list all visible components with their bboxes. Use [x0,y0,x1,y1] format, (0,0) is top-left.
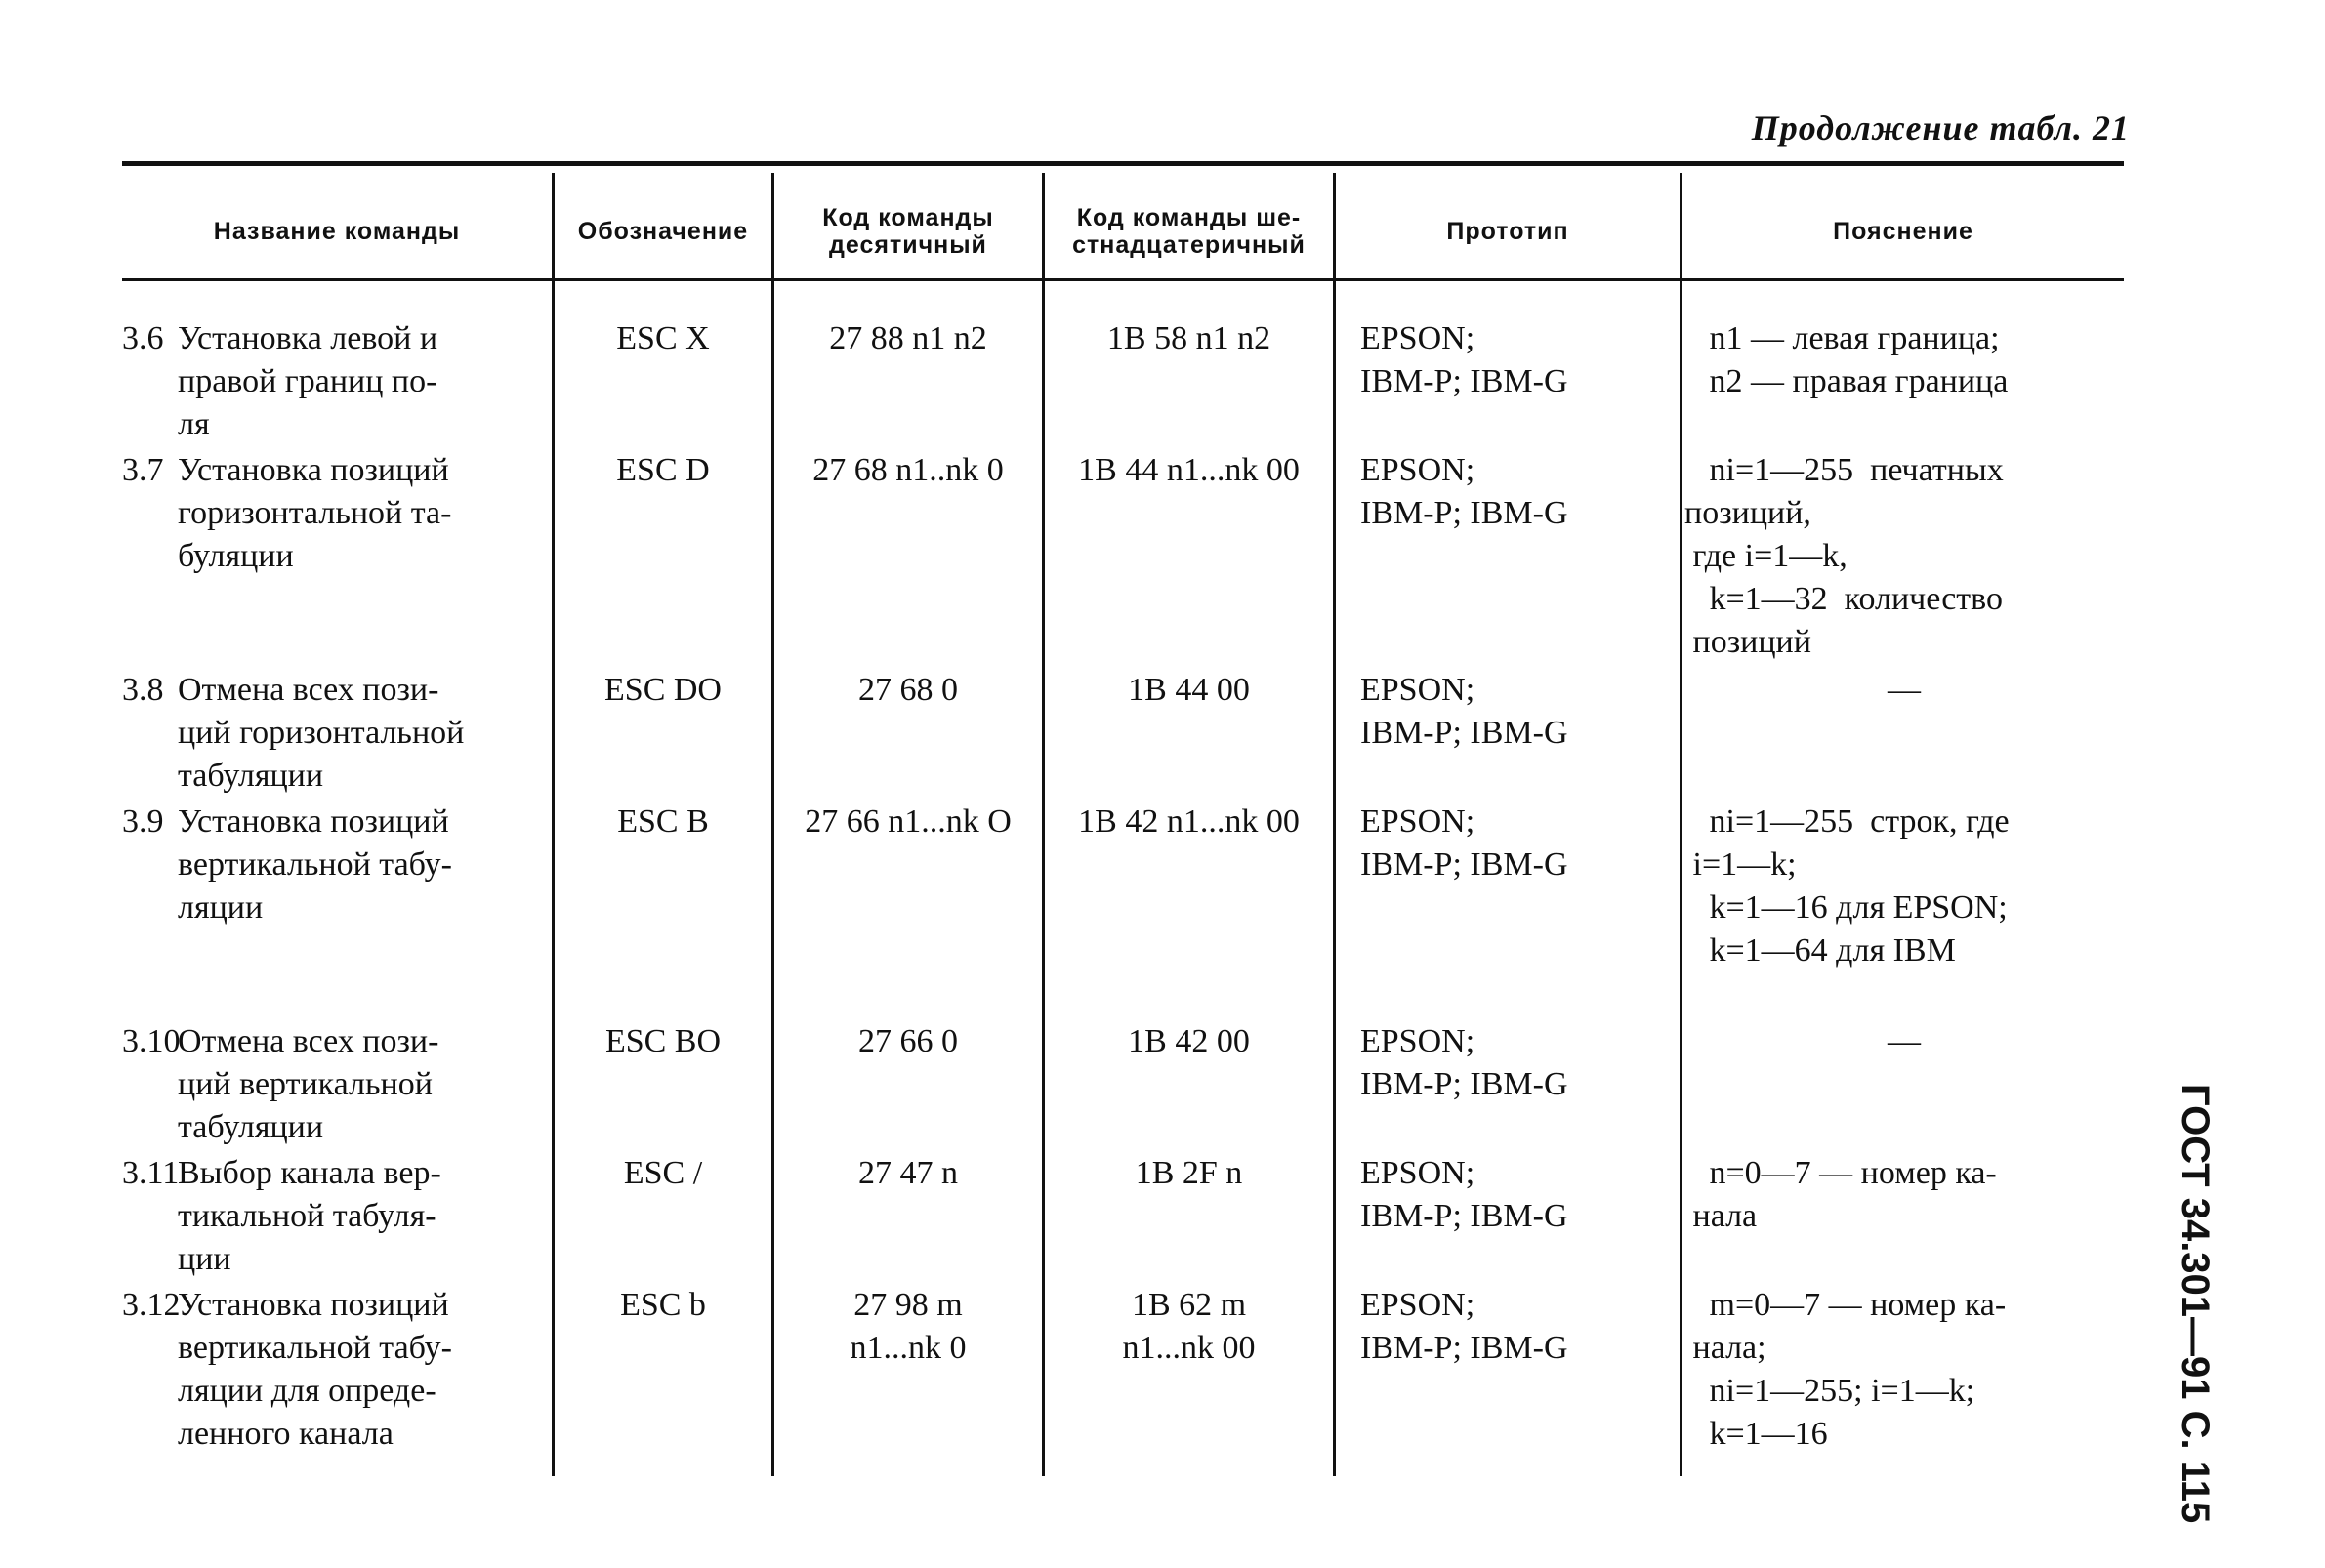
cell-line: Отмена всех пози- [178,1023,439,1059]
header-hex-line: Код команды ше- [1076,204,1302,231]
cell-designation: ESC D [616,452,710,488]
cell-expl [1684,449,2124,664]
cell-designation: ESC B [617,804,709,840]
cell-line: Установка позиций [178,1287,449,1323]
cell-dec [774,449,1042,492]
cell-dec [774,1284,1042,1370]
cell-hex [1045,669,1333,712]
page-side-label: ГОСТ 34.301—91 С. 115 [2174,1084,2217,1524]
command-table [122,161,2124,1489]
cell-line: 1B 62 m [1131,1287,1247,1323]
cell-expl [1684,317,2124,403]
cell-line: IBM-P; IBM-G [1360,846,1568,883]
column-divider [1680,173,1682,1476]
cell-num: 3.11 [122,1155,180,1191]
cell-line: — [1888,672,1921,708]
header-name: Название команды [213,217,461,245]
cell-line: k=1—16 [1684,1416,1828,1452]
cell-line: EPSON; [1360,804,1475,840]
cell-num: 3.9 [122,804,164,840]
cell-line: Установка позиций [178,452,449,488]
table-top-rule [122,161,2124,166]
cell-line: буляции [178,538,294,574]
cell-line: n1...nk 00 [1122,1330,1256,1366]
header-dec-code [774,190,1042,273]
table-header-rule [122,278,2124,281]
cell-line: Выбор канала вер- [178,1155,441,1191]
cell-line: EPSON; [1360,1287,1475,1323]
cell-line: EPSON; [1360,1155,1475,1191]
cell-expl [1684,801,2124,972]
cell-line: k=1—64 для IBM [1684,932,1956,969]
cell-line: ций вертикальной [178,1066,433,1102]
cell-line: i=1—k; [1684,846,1797,883]
cell-name [178,449,549,578]
cell-line: EPSON; [1360,672,1475,708]
cell-name [178,1020,549,1149]
cell-line: 27 68 n1..nk 0 [812,452,1004,488]
cell-designation: ESC DO [604,672,722,708]
cell-line: ni=1—255 печатных [1684,452,2004,488]
cell-line: нала [1684,1198,1758,1234]
cell-line: вертикальной табу- [178,846,452,883]
cell-line: позиций [1684,624,1811,660]
cell-line: нала; [1684,1330,1766,1366]
cell-hex [1045,1020,1333,1063]
cell-line: тикальной табуля- [178,1198,436,1234]
cell-dec [774,1152,1042,1195]
cell-expl [1684,669,2124,712]
cell-proto [1360,1284,1673,1370]
cell-line: n2 — правая граница [1684,363,2009,399]
continuation-caption: Продолжение табл. 21 [1751,108,2130,147]
cell-hex [1045,1152,1333,1195]
cell-line: табуляции [178,1109,324,1145]
cell-line: ленного канала [178,1416,394,1452]
cell-num: 3.6 [122,320,164,356]
cell-name [178,669,549,798]
cell-line: n1 — левая граница; [1684,320,2000,356]
header-designation: Обозначение [577,217,749,245]
header-hex-code [1045,190,1333,273]
cell-line: Установка левой и [178,320,438,356]
cell-proto [1360,801,1673,887]
cell-line: 1B 58 n1 n2 [1106,320,1271,356]
cell-line: 1B 44 n1...nk 00 [1078,452,1300,488]
cell-expl [1684,1152,2124,1238]
cell-line: 27 68 0 [858,672,958,708]
cell-line: 1B 2F n [1135,1155,1243,1191]
cell-line: 27 98 m [853,1287,963,1323]
cell-hex [1045,801,1333,844]
cell-line: ляции [178,889,264,926]
cell-line: n1...nk 0 [850,1330,967,1366]
cell-line: n=0—7 — номер ка- [1684,1155,1997,1191]
cell-line: IBM-P; IBM-G [1360,1330,1568,1366]
cell-proto [1360,1152,1673,1238]
cell-designation: ESC b [620,1287,706,1323]
cell-line: k=1—16 для EPSON; [1684,889,2008,926]
cell-line: ni=1—255 строк, где [1684,804,2010,840]
cell-num: 3.8 [122,672,164,708]
header-hex-line: стнадцатеричный [1072,230,1306,259]
cell-hex [1045,317,1333,360]
cell-line: горизонтальной та- [178,495,452,531]
cell-line: вертикальной табу- [178,1330,452,1366]
cell-designation: ESC / [623,1155,703,1191]
cell-name [178,1152,549,1281]
cell-line: Установка позиций [178,804,449,840]
cell-dec [774,801,1042,844]
header-explanation: Пояснение [1833,217,1973,245]
cell-line: позиций, [1684,495,1811,531]
cell-dec [774,669,1042,712]
cell-line: IBM-P; IBM-G [1360,495,1568,531]
cell-name [178,317,549,446]
cell-line: табуляции [178,758,324,794]
cell-designation: ESC X [616,320,710,356]
cell-line: IBM-P; IBM-G [1360,1066,1568,1102]
header-dec-line: десятичный [829,230,987,259]
cell-proto [1360,317,1673,403]
cell-designation: ESC BO [604,1023,722,1059]
cell-proto [1360,669,1673,755]
cell-line: ляции для опреде- [178,1373,436,1409]
cell-hex [1045,449,1333,492]
cell-line: — [1888,1023,1921,1059]
cell-dec [774,1020,1042,1063]
cell-line: IBM-P; IBM-G [1360,363,1568,399]
cell-line: IBM-P; IBM-G [1360,1198,1568,1234]
cell-line: EPSON; [1360,1023,1475,1059]
cell-proto [1360,449,1673,535]
cell-num: 3.10 [122,1023,181,1059]
cell-line: ций горизонтальной [178,715,465,751]
cell-line: k=1—32 количество [1684,581,2003,617]
cell-num: 3.12 [122,1287,181,1323]
cell-line: IBM-P; IBM-G [1360,715,1568,751]
cell-line: 27 88 n1 n2 [829,320,987,356]
cell-line: EPSON; [1360,452,1475,488]
cell-line: ля [178,406,210,442]
cell-line: EPSON; [1360,320,1475,356]
cell-num: 3.7 [122,452,164,488]
cell-expl [1684,1284,2124,1456]
cell-line: 27 66 n1...nk O [805,804,1012,840]
cell-name [178,1284,549,1456]
cell-line: ции [178,1241,231,1277]
cell-proto [1360,1020,1673,1106]
cell-line: 1B 42 n1...nk 00 [1078,804,1300,840]
cell-line: 27 66 0 [858,1023,958,1059]
cell-name [178,801,549,929]
cell-line: m=0—7 — номер ка- [1684,1287,2007,1323]
header-dec-line: Код команды [822,204,994,231]
cell-line: ni=1—255; i=1—k; [1684,1373,1975,1409]
cell-line: правой границ по- [178,363,437,399]
cell-line: 27 47 n [858,1155,958,1191]
cell-line: где i=1—k, [1684,538,1848,574]
cell-line: Отмена всех пози- [178,672,439,708]
cell-line: 1B 44 00 [1128,672,1250,708]
cell-expl [1684,1020,2124,1063]
cell-hex [1045,1284,1333,1370]
cell-dec [774,317,1042,360]
column-divider [1333,173,1336,1476]
cell-line: 1B 42 00 [1128,1023,1250,1059]
header-prototype: Прототип [1446,217,1569,245]
